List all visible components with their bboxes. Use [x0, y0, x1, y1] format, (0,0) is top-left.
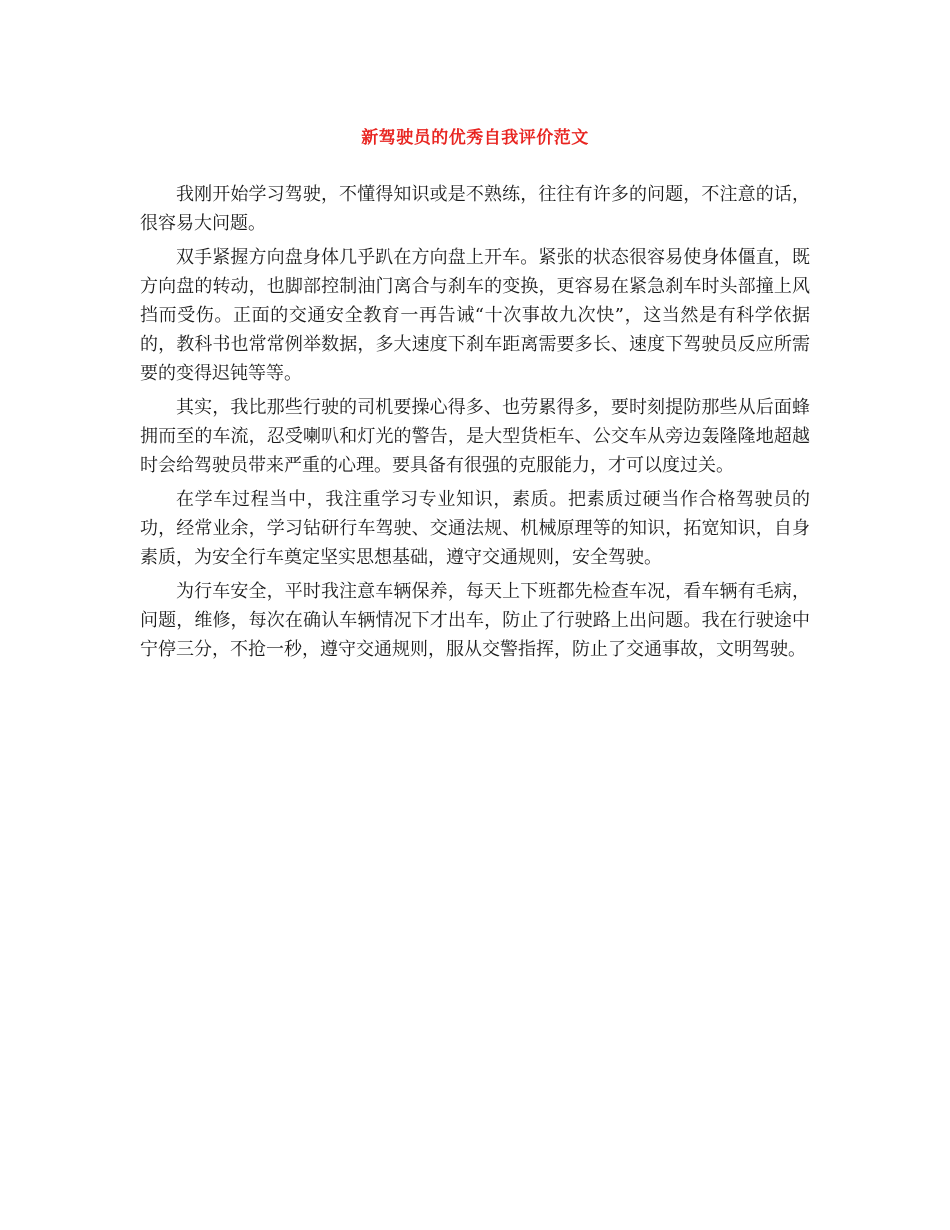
paragraph: 为行车安全，平时我注意车辆保养，每天上下班都先检查车况，看车辆有毛病，问题，维修，每次在确认车辆情况下才出车，防止了行驶路上出问题。我在行驶途中宁停三分，不抢一秒，遵守交通规则，服从交警指挥，防止了交通事故，文明驾驶。	[140, 581, 810, 660]
document-title: 新驾驶员的优秀自我评价范文	[361, 128, 589, 148]
paragraph: 我刚开始学习驾驶，不懂得知识或是不熟练，往往有许多的问题，不注意的话，很容易大问题。	[140, 184, 810, 234]
paragraph: 双手紧握方向盘身体几乎趴在方向盘上开车。紧张的状态很容易使身体僵直，既方向盘的转动，也脚部控制油门离合与刹车的变换，更容易在紧急刹车时头部撞上风挡而受伤。正面的交通安全教育一再告诫“十次事故九次快”，这当然是有科学依据的，教科书也常常例举数据，多大速度下刹车距离需要多长、速度下驾驶员反应所需要的变得迟钝等等。	[140, 247, 810, 384]
paragraph: 在学车过程当中，我注重学习专业知识，素质。把素质过硬当作合格驾驶员的功，经常业余，学习钻研行车驾驶、交通法规、机械原理等的知识，拓宽知识，自身素质，为安全行车奠定坚实思想基础，遵守交通规则，安全驾驶。	[140, 489, 810, 568]
paragraph: 其实，我比那些行驶的司机要操心得多、也劳累得多，要时刻提防那些从后面蜂拥而至的车流，忍受喇叭和灯光的警告，是大型货柜车、公交车从旁边轰隆隆地超越时会给驾驶员带来严重的心理。要具备有很强的克服能力，才可以度过关。	[140, 397, 810, 476]
document-body	[140, 180, 810, 669]
